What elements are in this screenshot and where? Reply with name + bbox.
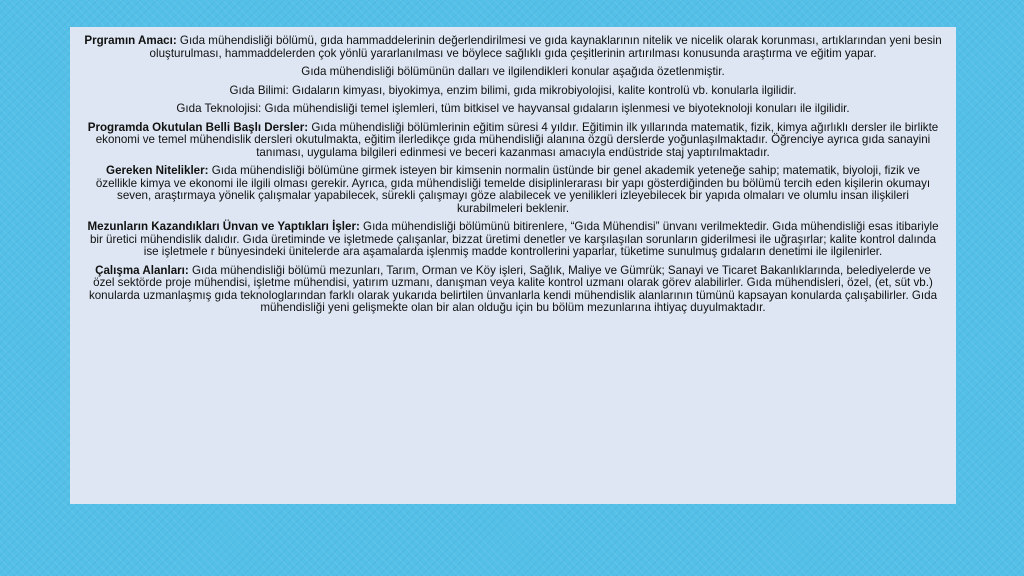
- paragraph-main-courses: [84, 122, 942, 160]
- heading-program-purpose: Prgramın Amacı:: [84, 34, 177, 47]
- text-branches-intro: Gıda mühendisliği bölümünün dalları ve ilgilendikleri konular aşağıda özetlenmiştir.: [301, 65, 725, 78]
- text-program-purpose: Gıda mühendisliği bölümü, gıda hammaddelerinin değerlendirilmesi ve gıda kaynaklarının nitelik ve nicelik olarak korunması, artıklarından yeni besin oluşturulması, hammaddelerden çok yönlü yararlanılması ve böylece sağlıklı gıda çeşitlerinin artırılması konusunda araştırma ve eğitim yapar.: [149, 34, 942, 60]
- paragraph-work-areas: [84, 265, 942, 315]
- paragraph-branches-intro: [84, 66, 942, 79]
- text-main-courses: Gıda mühendisliği bölümlerinin eğitim süresi 4 yıldır. Eğitimin ilk yıllarında matematik, fizik, kimya ağırlıklı dersler ile birlikte ekonomi ve temel mühendislik dersleri okutulmakta, eğitim ilerledikçe gıda mühendisliği alanına özgü derslerde yoğunlaşılmaktadır. Öğrenciye ayrıca gıda sanayini tanıması, uygulama bilgileri edinmesi ve beceri kazanması amacıyla endüstride staj yaptırılmaktadır.: [95, 120, 939, 159]
- text-food-science: Gıda Bilimi: Gıdaların kimyası, biyokimya, enzim bilimi, gıda mikrobiyolojisi, kalite kontrolü vb. konularla ilgilidir.: [229, 83, 797, 97]
- paragraph-program-purpose: [84, 35, 942, 60]
- paragraph-required-qualities: [84, 165, 942, 215]
- paragraph-graduate-titles: [84, 221, 942, 259]
- text-food-technology: Gıda Teknolojisi: Gıda mühendisliği temel işlemleri, tüm bitkisel ve hayvansal gıdaların işlenmesi ve biyoteknoloji konuları ile ilgilidir.: [176, 102, 850, 115]
- heading-work-areas: Çalışma Alanları:: [95, 263, 189, 277]
- heading-graduate-titles: Mezunların Kazandıkları Ünvan ve Yaptıkları İşler:: [87, 220, 360, 233]
- heading-main-courses: Programda Okutulan Belli Başlı Dersler:: [87, 120, 309, 134]
- paragraph-food-science: [84, 85, 942, 98]
- paragraph-food-technology: [84, 103, 942, 116]
- text-required-qualities: Gıda mühendisliği bölümüne girmek isteyen bir kimsenin normalin üstünde bir genel akademik yeteneğe sahip; matematik, biyoloji, fizik ve özellikle kimya ve ekonomi ile ilgili olması gerekir. Ayrıca, gıda mühendisliği temelde disiplinlerarası bir yapı gösterdiğinden bu bölümü tercih eden kişilerin okumayı seven, araştırmaya yönelik çalışmalar yapabilecek, sürekli çalışmayı göze alabilecek ve yenilikleri izleyebilecek bir yapıda olmaları ve olumlu insan ilişkileri kurabilmeleri beklenir.: [95, 164, 931, 215]
- text-graduate-titles: Gıda mühendisliği bölümünü bitirenlere, “Gıda Mühendisi” ünvanı verilmektedir. Gıda mühendisliği esas itibariyle bir üretici mühendislik dalıdır. Gıda üretiminde ve işletmede çalışanlar, bizzat üretimi denetler ve karşılaşılan sorunların giderilmesi ile uğraşırlar; kalite kontrol dalında ise işletmele r bünyesindeki ünitelerde ara aşamalarda işlenmiş madde kontrollerini yaparlar, tüketime sunulmuş gıdaların denetimi ile ilgilenirler.: [89, 220, 939, 258]
- heading-required-qualities: Gereken Nitelikler:: [106, 164, 209, 177]
- text-work-areas: Gıda mühendisliği bölümü mezunları, Tarım, Orman ve Köy işleri, Sağlık, Maliye ve Gümrük; Sanayi ve Ticaret Bakanlıklarında, belediyelerde ve özel sektörde proje mühendisi, işletme mühendisi, yatırım uzmanı, danışman veya kalite kontrol uzmanı olarak görev alabilirler. Gıda mühendisleri, özel, (et, süt vb.) konularda uzmanlaşmış gıda teknologlarından farklı olarak yukarıda belirtilen ünvanlarla kendi mühendislik alanlarının tümünü kapsayan konularda çalışabilirler. Gıda mühendisliği yeni gelişmekte olan bir alan olduğu için bu bölüm mezunlarına ihtiyaç duyulmaktadır.: [88, 263, 938, 314]
- content-panel: [70, 27, 956, 504]
